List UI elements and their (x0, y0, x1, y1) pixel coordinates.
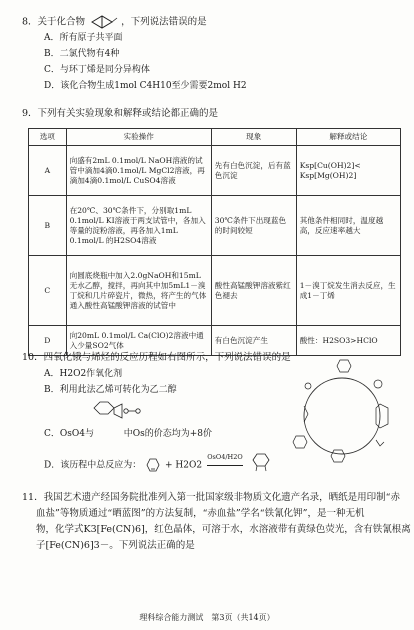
row-operation: 向20mL 0.1mol/L Ca(ClO)2溶液中通入少量SO2气体 (66, 326, 211, 356)
q8-option-c: C．与环丁烯是同分异构体 (44, 65, 150, 75)
q11-line-1: 11．我国艺术遗产经国务院批准列入第一批国家级非物质文化遗产名录，晒纸是用印制“赤 (22, 492, 400, 503)
row-label: D (29, 326, 67, 356)
cyclohexanediol-icon (248, 452, 274, 478)
table-row (29, 256, 401, 326)
bicyclobutane-molecule-icon (88, 14, 118, 30)
row-operation: 向盛有2mL 0.1mol/L NaOH溶液的试管中滴加4滴0.1mol/L MgCl2溶液，再滴加4滴0.1mol/L CuSO4溶液 (66, 146, 211, 196)
table-header-row (29, 129, 401, 146)
row-phenomenon: 有白色沉淀产生 (211, 326, 296, 356)
row-label: B (29, 196, 67, 256)
q10-option-a: A．H2O2作氧化剂 (44, 369, 123, 379)
row-phenomenon: 30℃条件下出现蓝色的时间较短 (211, 196, 296, 256)
cyclohexene-icon (144, 457, 162, 473)
row-conclusion: Ksp[Cu(OH)2]< Ksp[Mg(OH)2] (296, 146, 400, 196)
experiment-table (28, 128, 401, 356)
q11-line-3: 物，化学式K3[Fe(CN)6]，红色晶体，可溶于水，水溶液带有黄绿色荧光，含有铁氰根离 (36, 524, 411, 535)
q10-stem: 10．四氧化锇与烯烃的反应历程如右图所示，下列说法错误的是 (22, 352, 291, 363)
q9-stem: 9．下列有关实验现象和解释或结论都正确的是 (22, 108, 219, 119)
header-conclusion: 解释或结论 (296, 129, 400, 146)
header-operation: 实验操作 (66, 129, 211, 146)
reaction-condition: OsO4/H2O (207, 452, 243, 461)
q8-option-a: A．所有原子共平面 (44, 33, 123, 43)
table-row (29, 146, 401, 196)
row-label: A (29, 146, 67, 196)
table-row (29, 326, 401, 356)
q10-option-b: B．利用此法乙烯可转化为乙二醇 (44, 385, 177, 395)
q11-line-4: 子[Fe(CN)6]3－。下列说法正确的是 (36, 540, 195, 551)
q8-option-d: D．该化合物生成1mol C4H10至少需要2mol H2 (44, 81, 247, 91)
q8-option-b: B．二氯代物有4种 (44, 49, 120, 59)
q10-option-c: C．OsO4与 中Os的价态均为+8价 (44, 429, 213, 439)
osmium-reaction-cycle-diagram (284, 354, 402, 472)
row-conclusion: 酸性：H2SO3>HClO (296, 326, 400, 356)
row-operation: 在20℃、30℃条件下，分别取1mL 0.1mol/L KI溶液于两支试管中，各加入等量的淀粉溶液，再各加入1mL 0.1mol/L 的H2SO4溶液 (66, 196, 211, 256)
reaction-arrow (207, 465, 243, 466)
row-conclusion: 其他条件相同时，温度越高，反应速率越大 (296, 196, 400, 256)
row-label: C (29, 256, 67, 326)
row-phenomenon: 先有白色沉淀，后有蓝色沉淀 (211, 146, 296, 196)
page-footer: 理科综合能力测试 第3页（共14页） (139, 613, 275, 622)
q11-line-2: 血盐”等物质通过“晒蓝图”的方法复制，“赤血盐”学名“铁氰化钾”，是一种无机 (36, 508, 365, 519)
q8-stem: 8．关于化合物 ，下列说法错误的是 (22, 14, 207, 30)
header-option: 选项 (29, 129, 67, 146)
q10-option-d: D．该历程中总反应为： + H2O2 OsO4/H2O (44, 452, 274, 478)
osmate-ester-structure-icon (90, 398, 146, 426)
row-conclusion: 1－溴丁烷发生消去反应，生成1－丁烯 (296, 256, 400, 326)
header-phenomenon: 现象 (211, 129, 296, 146)
row-phenomenon: 酸性高锰酸钾溶液紫红色褪去 (211, 256, 296, 326)
row-operation: 向圆底烧瓶中加入2.0gNaOH和15mL无水乙醇，搅拌，再向其中加5mL1－溴丁烷和几片碎瓷片，微热，将产生的气体通入酸性高锰酸钾溶液的试管中 (66, 256, 211, 326)
table-row (29, 196, 401, 256)
